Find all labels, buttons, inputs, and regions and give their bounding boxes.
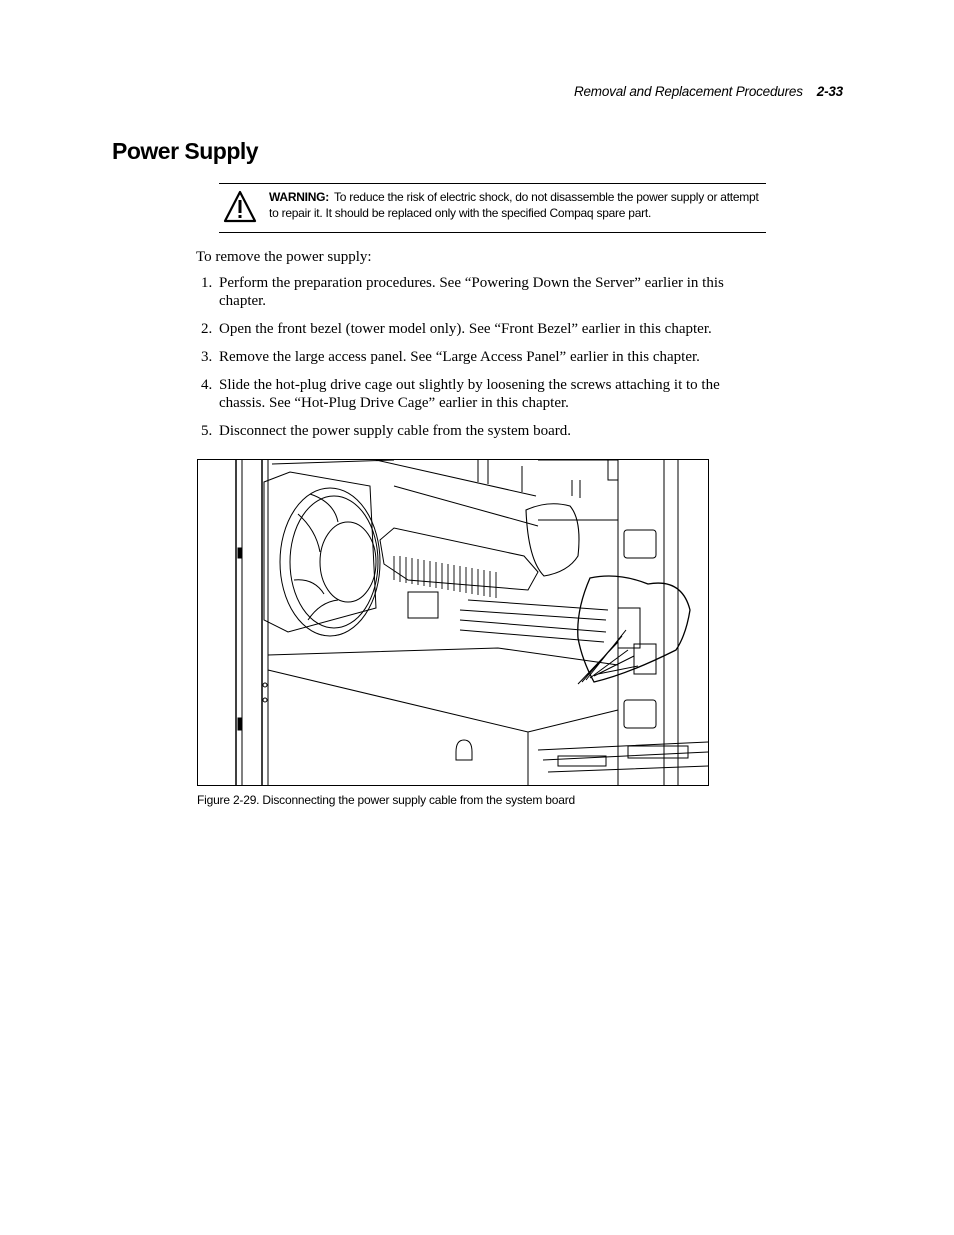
step-text: Slide the hot-plug drive cage out slightly by loosening the screws attaching it to the chassis. See “Hot-Plug Drive Cage” earlier in this chapter. — [219, 377, 720, 411]
step-number: 1. — [201, 275, 213, 291]
step-1 — [196, 274, 756, 310]
chapter-title: Removal and Replacement Procedures — [573, 84, 803, 99]
step-3 — [196, 348, 756, 366]
step-text: Disconnect the power supply cable from the system board. — [219, 423, 571, 439]
step-number: 2. — [201, 321, 213, 337]
warning-label: WARNING: — [269, 190, 329, 204]
step-number: 5. — [201, 423, 213, 439]
step-number: 3. — [201, 349, 213, 365]
step-text: Open the front bezel (tower model only). See “Front Bezel” earlier in this chapter. — [219, 321, 712, 337]
section-title: Power Supply — [112, 138, 259, 164]
step-2 — [196, 320, 756, 338]
step-text: Perform the preparation procedures. See “Powering Down the Server” earlier in this chapter. — [219, 275, 724, 309]
procedure-intro: To remove the power supply: — [196, 249, 372, 265]
server-interior-illustration — [198, 460, 708, 785]
step-text: Remove the large access panel. See “Large Access Panel” earlier in this chapter. — [219, 349, 700, 365]
step-5 — [196, 422, 756, 440]
step-number: 4. — [201, 377, 213, 393]
procedure-steps — [196, 274, 756, 450]
warning-message: To reduce the risk of electric shock, do not disassemble the power supply or attempt to repair it. It should be replaced only with the specified Compaq spare part. — [269, 190, 759, 220]
figure-illustration — [197, 459, 709, 786]
warning-triangle-icon — [223, 190, 257, 224]
page-number: 2-33 — [816, 84, 843, 99]
warning-box — [219, 183, 766, 233]
running-header — [574, 84, 843, 99]
figure-caption: Figure 2-29. Disconnecting the power supply cable from the system board — [197, 793, 575, 807]
step-4 — [196, 376, 756, 412]
warning-text — [269, 189, 761, 221]
